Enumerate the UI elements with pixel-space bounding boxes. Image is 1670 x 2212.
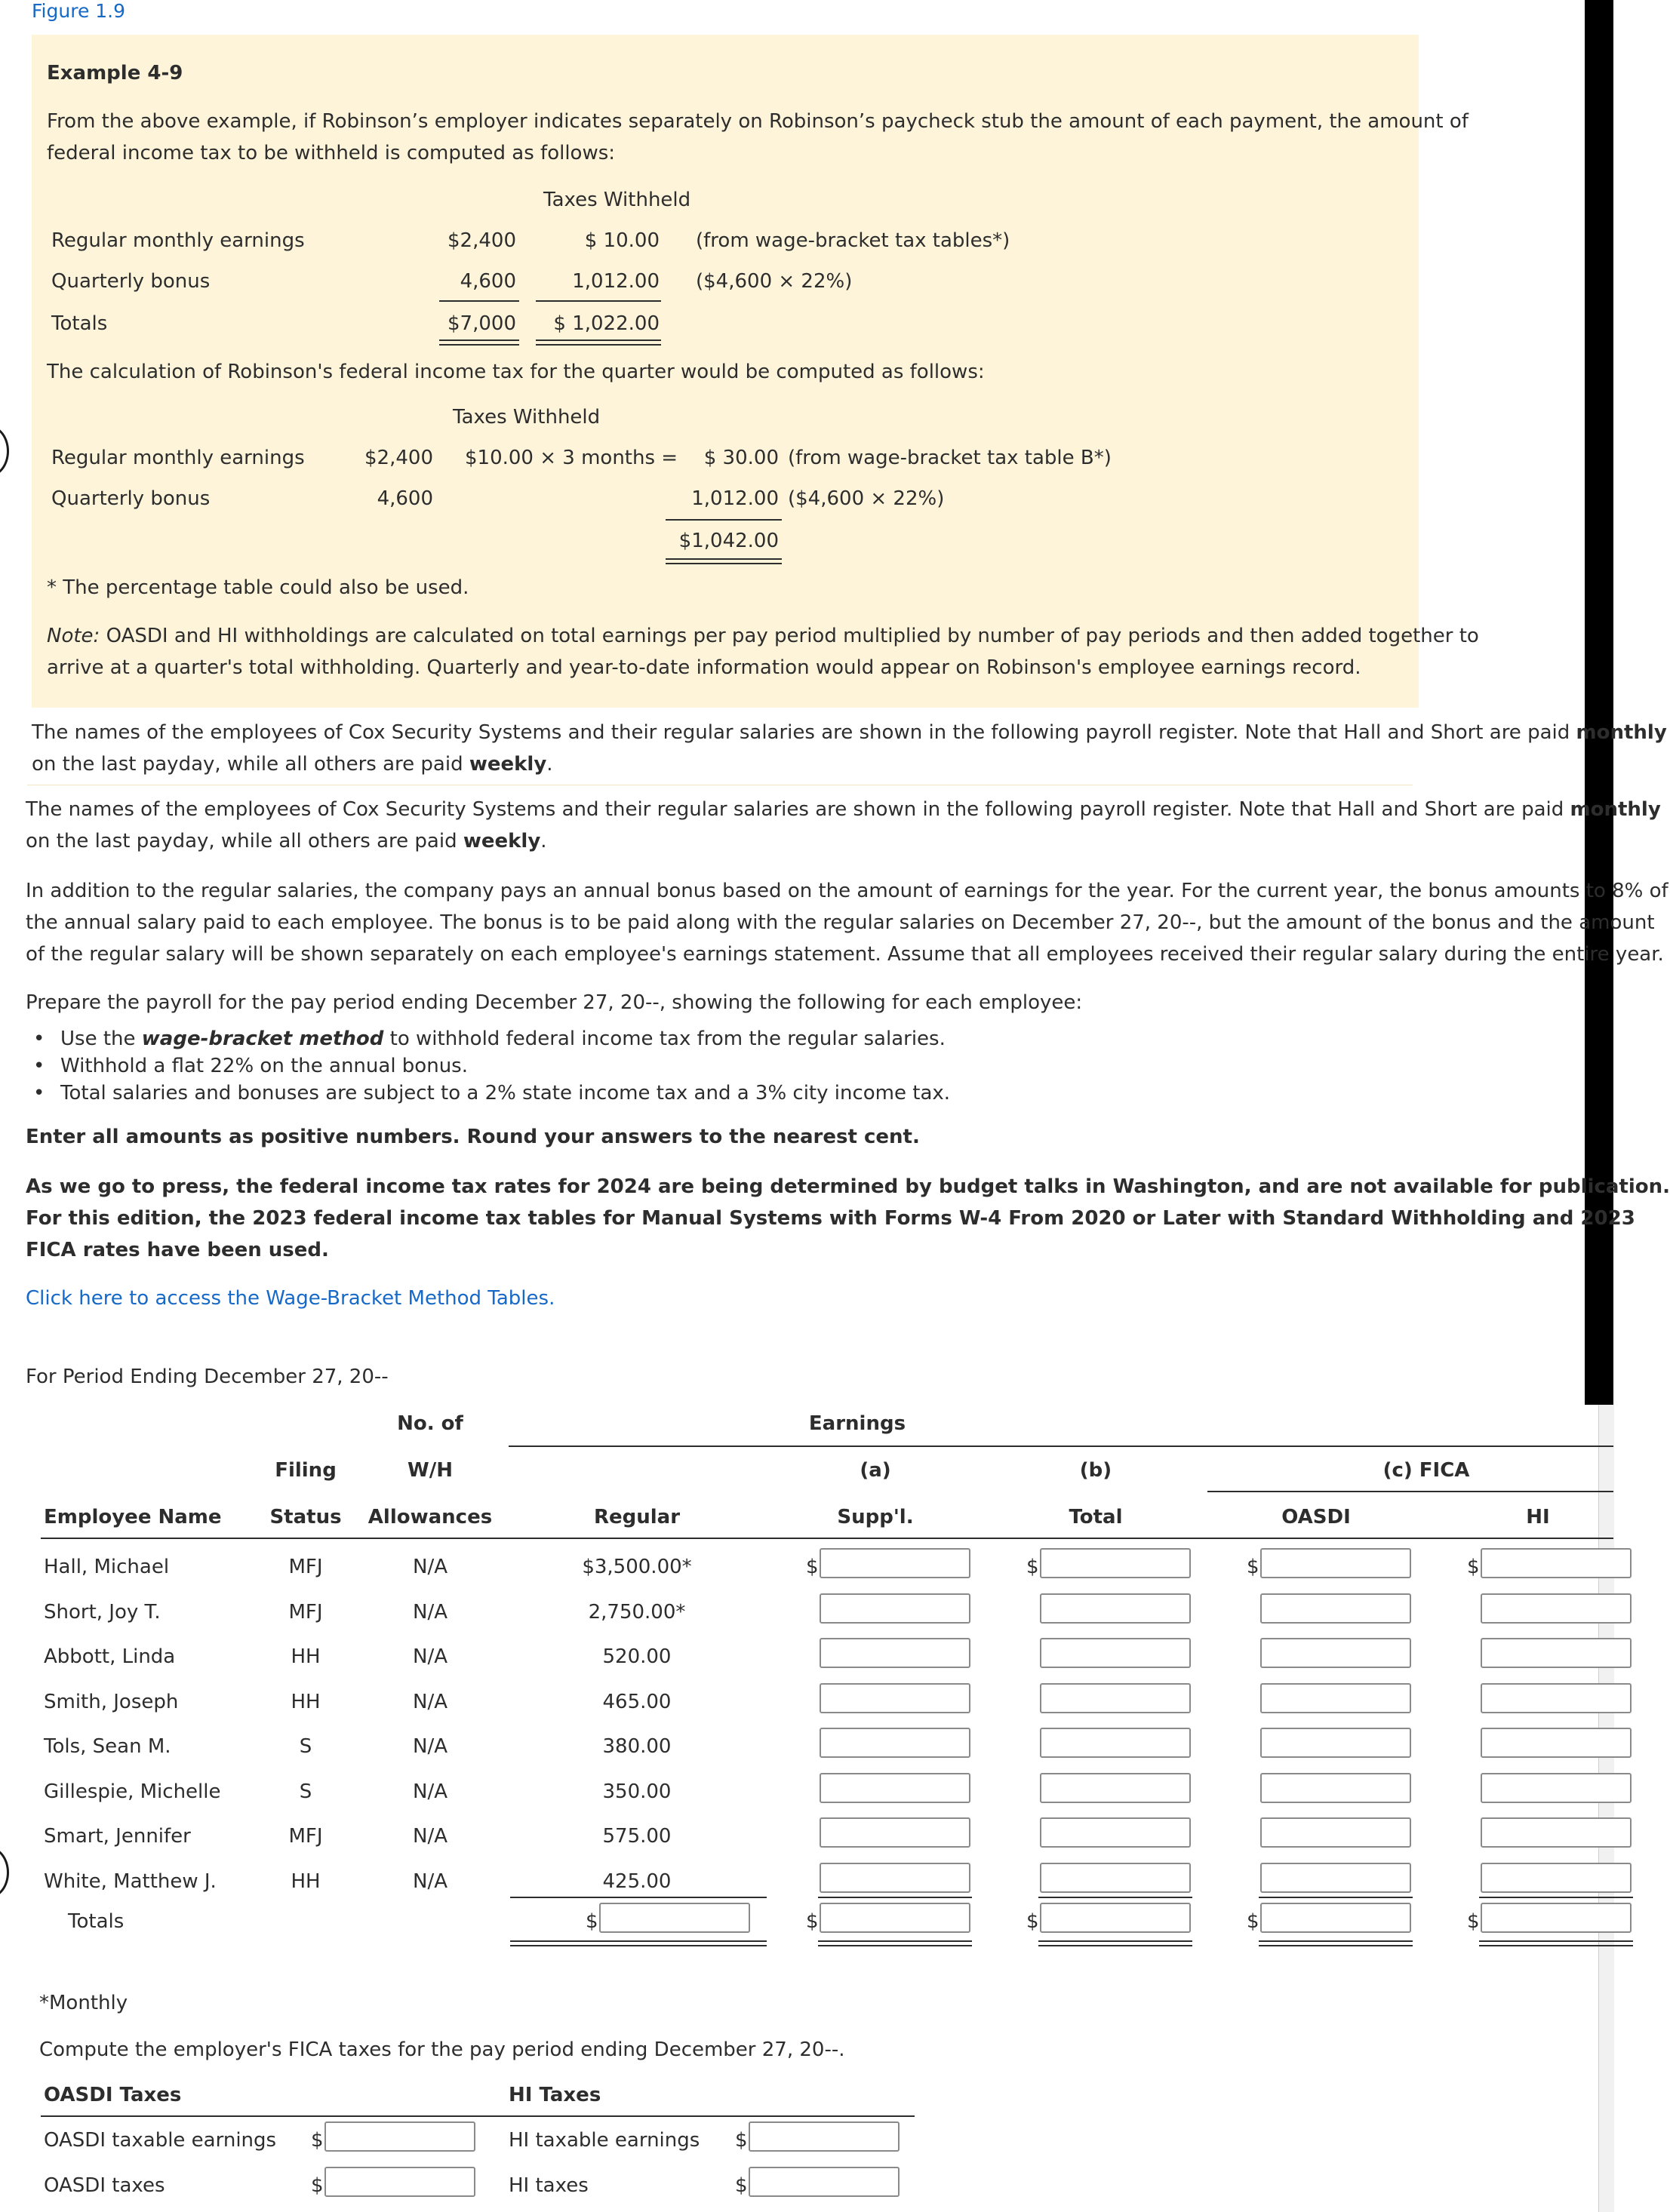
bullet-dot: • — [33, 1082, 45, 1104]
regular-earnings: 350.00 — [602, 1780, 672, 1803]
note-text: OASDI and HI withholdings are calculated on total earnings per pay period multiplied by number of pay periods and then added together to — [100, 625, 1479, 647]
dollar-sign: $ — [1467, 1910, 1480, 1933]
header-no-of: No. of — [397, 1412, 463, 1435]
table1-double-underline — [536, 339, 661, 346]
filing-status: S — [299, 1735, 312, 1758]
table2-row-calc: $10.00 × 3 months = — [465, 447, 678, 469]
header-oasdi: OASDI — [1281, 1506, 1351, 1528]
bonus-paragraph-line3: of the regular salary will be shown separately on each employee's earnings statement. Assume that all employees received their regular salary during the entire year. — [26, 943, 1664, 966]
example-intro-line2: federal income tax to be withheld is computed as follows: — [47, 142, 616, 164]
filing-status: HH — [291, 1645, 321, 1668]
employee-name: Hall, Michael — [44, 1556, 170, 1578]
suppl-input[interactable] — [820, 1817, 970, 1848]
table1-totals-amount: $7,000 — [447, 312, 516, 335]
calc-intro: The calculation of Robinson's federal income tax for the quarter would be computed as follows: — [47, 361, 985, 383]
hi-input[interactable] — [1481, 1817, 1632, 1848]
table1-row-label: Regular monthly earnings — [51, 229, 305, 252]
hi-taxable-earnings-input[interactable] — [749, 2121, 900, 2152]
totals-label: Totals — [68, 1910, 125, 1933]
header-a: (a) — [860, 1459, 891, 1482]
table1-row-label: Quarterly bonus — [51, 270, 211, 293]
hi-column-underline — [1479, 1897, 1633, 1898]
table2-row-amount: 4,600 — [377, 487, 433, 510]
table2-row-tax: 1,012.00 — [691, 487, 779, 510]
allowances: N/A — [413, 1645, 447, 1668]
hi-total-double-underline — [1479, 1940, 1633, 1946]
hi-taxes-title: HI Taxes — [509, 2084, 601, 2106]
allowances: N/A — [413, 1870, 447, 1893]
press-notice-line2: For this edition, the 2023 federal income tax tables for Manual Systems with Forms W-4 From 2020 or Later with Standard Withholding and 2023 — [26, 1207, 1635, 1230]
example-intro-line1: From the above example, if Robinson’s employer indicates separately on Robinson’s paycheck stub the amount of each payment, the amount of — [47, 110, 1469, 133]
table1-double-underline — [439, 339, 519, 346]
oasdi-column-underline — [1259, 1897, 1413, 1898]
oasdi-taxes-title: OASDI Taxes — [44, 2084, 182, 2106]
total-input[interactable] — [1040, 1593, 1191, 1624]
table1-totals-label: Totals — [51, 312, 108, 335]
suppl-input[interactable] — [820, 1863, 970, 1893]
header-wh: W/H — [408, 1459, 453, 1482]
dollar-sign: $ — [1467, 1556, 1480, 1578]
suppl-input[interactable] — [820, 1548, 970, 1578]
employer-rule — [41, 2115, 915, 2117]
instruction-round: Enter all amounts as positive numbers. Round your answers to the nearest cent. — [26, 1126, 920, 1148]
regular-earnings: 425.00 — [602, 1870, 672, 1893]
header-employee-name: Employee Name — [44, 1506, 222, 1528]
problem-period: . — [540, 830, 547, 853]
dup-monthly: monthly — [1576, 721, 1667, 744]
header-b: (b) — [1079, 1459, 1112, 1482]
allowances: N/A — [413, 1735, 447, 1758]
dup-weekly: weekly — [469, 753, 547, 776]
hi-input[interactable] — [1481, 1593, 1632, 1624]
wage-bracket-tables-link[interactable]: Click here to access the Wage-Bracket Method Tables. — [26, 1287, 555, 1310]
allowances: N/A — [413, 1780, 447, 1803]
bullet-3: Total salaries and bonuses are subject to a 2% state income tax and a 3% city income tax. — [60, 1082, 951, 1104]
filing-status: HH — [291, 1691, 321, 1713]
bullet-1-text: Use the — [60, 1028, 142, 1050]
suppl-input[interactable] — [820, 1773, 970, 1803]
oasdi-input[interactable] — [1260, 1773, 1411, 1803]
allowances: N/A — [413, 1556, 447, 1578]
dollar-sign: $ — [1247, 1910, 1259, 1933]
allowances: N/A — [413, 1691, 447, 1713]
table2-row-note: ($4,600 × 22%) — [788, 487, 945, 510]
bullet-1-emphasis: wage-bracket method — [141, 1028, 384, 1050]
suppl-total-double-underline — [818, 1940, 972, 1946]
table2-underline — [666, 519, 782, 521]
example-note-line1 — [47, 625, 1479, 647]
table1-row-note: (from wage-bracket tax tables*) — [696, 229, 1010, 252]
employee-name: Tols, Sean M. — [44, 1735, 171, 1758]
dollar-sign: $ — [806, 1910, 819, 1933]
note-label: Note: — [47, 625, 100, 647]
table2-row-label: Regular monthly earnings — [51, 447, 305, 469]
oasdi-input[interactable] — [1260, 1638, 1411, 1668]
hi-input[interactable] — [1481, 1773, 1632, 1803]
problem-paragraph-line1 — [26, 798, 1661, 821]
hi-taxes-input[interactable] — [749, 2167, 900, 2197]
press-notice-line3: FICA rates have been used. — [26, 1239, 329, 1261]
total-input[interactable] — [1040, 1683, 1191, 1713]
table1-underline — [439, 300, 519, 302]
header-suppl: Supp'l. — [837, 1506, 914, 1528]
header-regular: Regular — [593, 1506, 681, 1528]
period-label: For Period Ending December 27, 20-- — [26, 1366, 389, 1388]
suppl-total-input[interactable] — [820, 1903, 970, 1933]
table2-row-note: (from wage-bracket tax table B*) — [788, 447, 1112, 469]
example-note-line2: arrive at a quarter's total withholding. Quarterly and year-to-date information would appear on Robinson's employee earnings record. — [47, 656, 1361, 679]
allowances: N/A — [413, 1601, 447, 1624]
total-input[interactable] — [1040, 1548, 1191, 1578]
table1-row-amount: 4,600 — [460, 270, 516, 293]
hi-input[interactable] — [1481, 1638, 1632, 1668]
regular-total-double-underline — [510, 1940, 767, 1946]
register-footnote: *Monthly — [39, 1992, 128, 2014]
oasdi-input[interactable] — [1260, 1728, 1411, 1758]
bullet-2: Withhold a flat 22% on the annual bonus. — [60, 1055, 468, 1077]
prepare-paragraph: Prepare the payroll for the pay period ending December 27, 20--, showing the following for each employee: — [26, 991, 1083, 1014]
total-input[interactable] — [1040, 1817, 1191, 1848]
employee-name: Short, Joy T. — [44, 1601, 161, 1624]
oasdi-taxes-label: OASDI taxes — [44, 2174, 165, 2197]
duplicate-paragraph-line2 — [32, 753, 553, 776]
regular-earnings: 2,750.00* — [588, 1601, 686, 1624]
figure-label: Figure 1.9 — [32, 0, 126, 22]
table2-total: $1,042.00 — [678, 530, 779, 552]
employee-name: Gillespie, Michelle — [44, 1780, 221, 1803]
oasdi-input[interactable] — [1260, 1683, 1411, 1713]
suppl-input[interactable] — [820, 1638, 970, 1668]
regular-earnings: $3,500.00* — [582, 1556, 692, 1578]
filing-status: MFJ — [288, 1825, 323, 1848]
left-edge-arc-top — [0, 426, 9, 477]
regular-earnings: 575.00 — [602, 1825, 672, 1848]
hi-input[interactable] — [1481, 1548, 1632, 1578]
header-filing: Filing — [275, 1459, 337, 1482]
table1-row-amount: $2,400 — [447, 229, 516, 252]
left-edge-arc-bottom — [0, 1847, 9, 1898]
regular-column-underline — [510, 1897, 767, 1898]
header-status: Status — [269, 1506, 342, 1528]
bonus-paragraph-line2: the annual salary paid to each employee. The bonus is to be paid along with the regular salaries on December 27, 20--, but the amount of the bonus and the amount — [26, 911, 1655, 934]
header-c-fica: (c) FICA — [1382, 1459, 1470, 1482]
dollar-sign: $ — [311, 2129, 324, 2152]
dup-period: . — [546, 753, 553, 776]
header-rule — [41, 1538, 1613, 1539]
bullet-dot: • — [33, 1028, 45, 1050]
header-total: Total — [1069, 1506, 1123, 1528]
regular-earnings: 465.00 — [602, 1691, 672, 1713]
oasdi-total-double-underline — [1259, 1940, 1413, 1946]
fica-rule — [1207, 1491, 1613, 1492]
oasdi-input[interactable] — [1260, 1817, 1411, 1848]
problem-weekly: weekly — [463, 830, 541, 853]
oasdi-total-input[interactable] — [1260, 1903, 1411, 1933]
problem-monthly: monthly — [1570, 798, 1661, 821]
oasdi-input[interactable] — [1260, 1593, 1411, 1624]
table1-totals-tax: $ 1,022.00 — [553, 312, 660, 335]
table1-row-note: ($4,600 × 22%) — [696, 270, 853, 293]
total-input[interactable] — [1040, 1773, 1191, 1803]
total-total-input[interactable] — [1040, 1903, 1191, 1933]
dup-text: on the last payday, while all others are paid — [32, 753, 469, 776]
dollar-sign: $ — [735, 2174, 748, 2197]
table2-header: Taxes Withheld — [453, 406, 601, 429]
bullet-dot: • — [33, 1055, 45, 1077]
problem-text: The names of the employees of Cox Security Systems and their regular salaries are shown in the following payroll register. Note that Hall and Short are paid — [26, 798, 1570, 821]
suppl-input[interactable] — [820, 1728, 970, 1758]
total-column-underline — [1038, 1897, 1192, 1898]
table2-row-tax: $ 30.00 — [703, 447, 779, 469]
hi-input[interactable] — [1481, 1863, 1632, 1893]
hi-input[interactable] — [1481, 1683, 1632, 1713]
table2-row-amount: $2,400 — [364, 447, 433, 469]
table1-underline — [536, 300, 661, 302]
oasdi-taxes-input[interactable] — [324, 2167, 475, 2197]
problem-text: on the last payday, while all others are paid — [26, 830, 463, 853]
dup-text: The names of the employees of Cox Security Systems and their regular salaries are shown in the following payroll register. Note that Hall and Short are paid — [32, 721, 1576, 744]
employee-name: Abbott, Linda — [44, 1645, 176, 1668]
hi-total-input[interactable] — [1481, 1903, 1632, 1933]
oasdi-input[interactable] — [1260, 1863, 1411, 1893]
bullet-1 — [60, 1028, 946, 1050]
dollar-sign: $ — [735, 2129, 748, 2152]
total-total-double-underline — [1038, 1940, 1192, 1946]
example-title: Example 4-9 — [47, 62, 183, 84]
bullet-1-text-end: to withhold federal income tax from the regular salaries. — [383, 1028, 946, 1050]
example-footnote: * The percentage table could also be used. — [47, 576, 469, 599]
filing-status: MFJ — [288, 1601, 323, 1624]
dollar-sign: $ — [806, 1556, 819, 1578]
total-input[interactable] — [1040, 1638, 1191, 1668]
dollar-sign: $ — [586, 1910, 598, 1933]
hi-taxable-label: HI taxable earnings — [509, 2129, 700, 2152]
employee-name: Smith, Joseph — [44, 1691, 179, 1713]
earnings-rule — [509, 1445, 1613, 1447]
suppl-input[interactable] — [820, 1683, 970, 1713]
suppl-column-underline — [818, 1897, 972, 1898]
dollar-sign: $ — [1247, 1556, 1259, 1578]
table1-row-tax: $ 10.00 — [584, 229, 660, 252]
header-hi: HI — [1526, 1506, 1550, 1528]
press-notice-line1: As we go to press, the federal income tax rates for 2024 are being determined by budget talks in Washington, and are not available for publication. — [26, 1175, 1670, 1198]
total-input[interactable] — [1040, 1728, 1191, 1758]
table1-row-tax: 1,012.00 — [572, 270, 660, 293]
duplicate-paragraph-line1 — [32, 721, 1667, 744]
table2-double-underline — [666, 558, 782, 564]
regular-total-input[interactable] — [599, 1903, 750, 1933]
problem-paragraph-line2 — [26, 830, 547, 853]
hi-taxes-label: HI taxes — [509, 2174, 589, 2197]
filing-status: HH — [291, 1870, 321, 1893]
oasdi-taxable-label: OASDI taxable earnings — [44, 2129, 277, 2152]
filing-status: S — [299, 1780, 312, 1803]
oasdi-input[interactable] — [1260, 1548, 1411, 1578]
allowances: N/A — [413, 1825, 447, 1848]
bonus-paragraph-line1: In addition to the regular salaries, the company pays an annual bonus based on the amount of earnings for the year. For the current year, the bonus amounts to 8% of — [26, 880, 1668, 902]
filing-status: MFJ — [288, 1556, 323, 1578]
total-input[interactable] — [1040, 1863, 1191, 1893]
table1-header: Taxes Withheld — [543, 189, 691, 211]
employee-name: Smart, Jennifer — [44, 1825, 191, 1848]
regular-earnings: 380.00 — [602, 1735, 672, 1758]
employer-prompt: Compute the employer's FICA taxes for the pay period ending December 27, 20--. — [39, 2038, 845, 2061]
dollar-sign: $ — [1026, 1556, 1039, 1578]
hi-input[interactable] — [1481, 1728, 1632, 1758]
header-earnings: Earnings — [808, 1412, 906, 1435]
oasdi-taxable-earnings-input[interactable] — [324, 2121, 475, 2152]
dollar-sign: $ — [311, 2174, 324, 2197]
dollar-sign: $ — [1026, 1910, 1039, 1933]
table2-row-label: Quarterly bonus — [51, 487, 211, 510]
suppl-input[interactable] — [820, 1593, 970, 1624]
header-allowances: Allowances — [368, 1506, 493, 1528]
regular-earnings: 520.00 — [602, 1645, 672, 1668]
employee-name: White, Matthew J. — [44, 1870, 217, 1893]
